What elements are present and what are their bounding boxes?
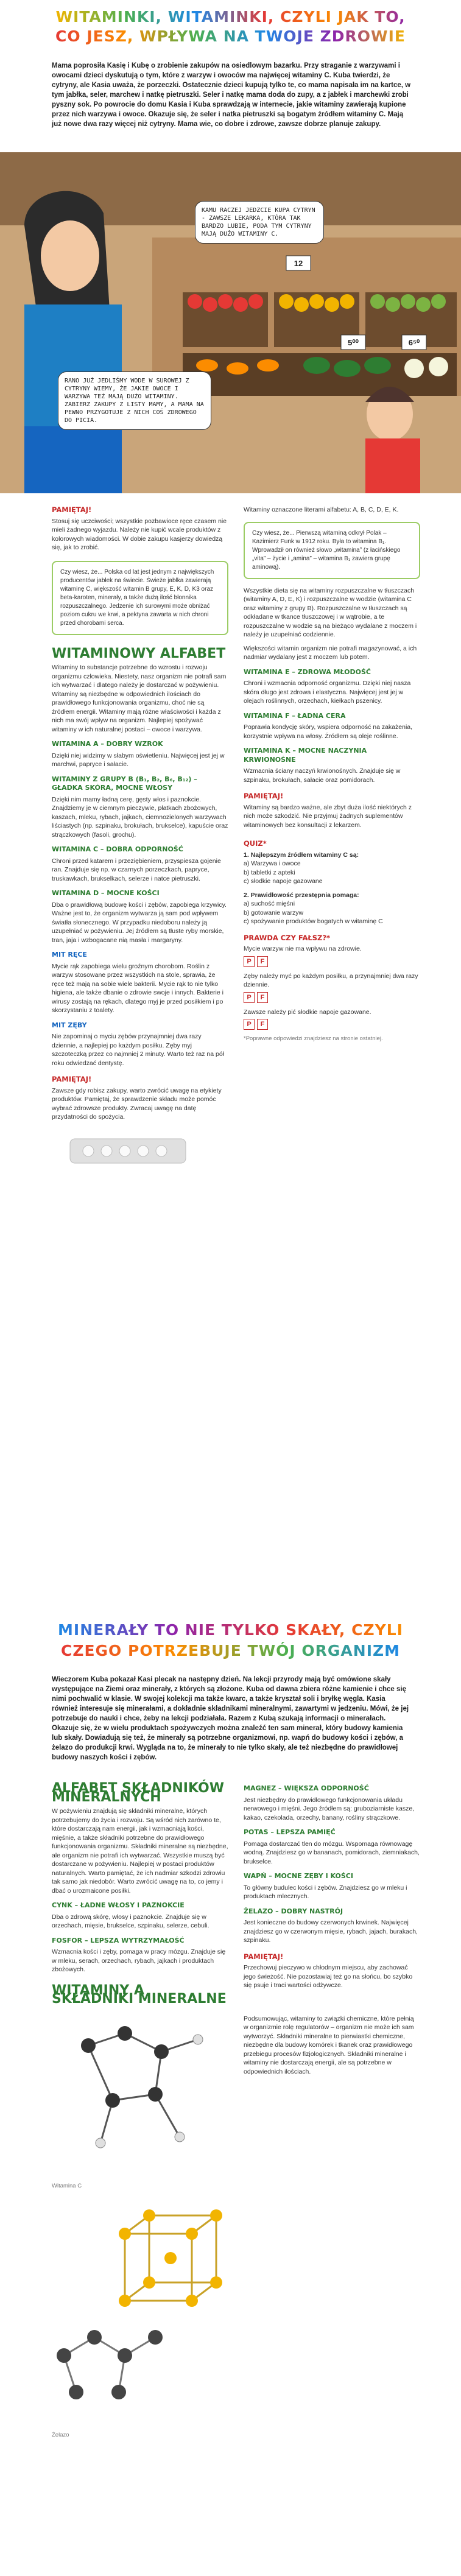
speech-bubble-girl: RANO JUŻ JEDLIŚMY WODE W SUROWEJ Z CYTRYNY WIEMY, ŻE JAKIE OWOCE I WARZYWA TEŻ MAJĄ DUŻO WITAMINY. ZABIERZ ZAKUPY Z LISTY MAMY, A MAMA NA PEWNO PRZYGOTUJE Z NICH COŚ ZDROWEGO DO PICIA.: [58, 371, 211, 430]
page-title: [12, 7, 449, 46]
remember-label-3: PAMIĘTAJ!: [244, 792, 284, 800]
phosphorus-heading: FOSFOR – LEPSZA WYTRZYMAŁOŚĆ: [52, 1936, 185, 1944]
vit-d-heading: WITAMINA D – MOCNE KOŚCI: [52, 889, 160, 897]
quiz-footnote: *Poprawne odpowiedzi znajdziesz na stronie ostatniej.: [244, 1035, 383, 1042]
false-box-1[interactable]: F: [257, 956, 268, 967]
remember-label-4: PAMIĘTAJ!: [244, 1952, 284, 1961]
right-column-bottom: [244, 1784, 420, 2076]
remember-text-4: Przechowuj pieczywo w chłodnym miejscu, aby zachować jego świeżość. Nie pozostawiaj też go na słońcu, bo szybko się psuje i traci wartości odżywcze.: [244, 1964, 413, 1989]
did-you-know-box-1: [52, 561, 228, 635]
magnesium-heading: MAGNEZ – WIĘKSZA ODPORNOŚĆ: [244, 1784, 369, 1792]
section-2-intro: Wieczorem Kuba pokazał Kasi plecak na następny dzień. Na lekcji przyrody mają być omówione skały występujące na Ziemi oraz minerały, z których są złożone. Kuba od dawna zbiera różne kamienie i chce się nimi pochwalić w klasie. W swojej kolekcji ma także kwarc, a także kryształ soli i bryłkę węgla. Kasia również interesuje się minerałami, a dokładnie składnikami mineralnymi, zawartymi w jedzeniu. Mówi, że jej potrzebuje do nauki i chce, żeby na lekcji podziałała. Razem z Kubą szukają informacji o minerałach. Okazuje się, że w wielu produktach spożywczych można znaleźć ten sam minerał, który budowy kamienia lub skały. Dowiadują się też, że minerały są potrzebne organizmowi, np. wapń do budowy kości i zębów, a żelazo do produkcji krwi. Wygląda na to, że minerały to nie tylko skały, ale też niezbędne do prawidłowej budowy naszych kości i zębów.: [52, 1676, 409, 1761]
vit-e-text: Chroni i wzmacnia odporność organizmu. Dzięki niej nasza skóra długo jest zdrowa i elastyczna. Najwięcej jest jej w olejach roślinnych, orzechach, kiełkach pszenicy.: [244, 680, 411, 705]
left-column-bottom: [52, 1781, 228, 2440]
remember-label-2: PAMIĘTAJ!: [52, 1075, 92, 1083]
price-tag-1: 12: [294, 259, 303, 268]
storage-text: Większości witamin organizm nie potrafi magazynować, a ich nadmiar wydalany jest z moczem lub potem.: [244, 644, 417, 661]
calcium-text: To główny budulec kości i zębów. Znajdziesz go w mleku i produktach mlecznych.: [244, 1884, 407, 1900]
vit-f-text: Poprawia kondycję skóry, wspiera odporność na zakażenia, korzystnie wpływa na włosy. Źródłem są oleje roślinne.: [244, 723, 413, 740]
magnesium-text: Jest niezbędny do prawidłowego funkcjonowania układu nerwowego i mięśni. Jego źródłem są: gruboziarniste kasze, kakao, czekolada, orzechy, banany, rośliny strączkowe.: [244, 1796, 415, 1821]
section-2-title-line-1: MINERAŁY TO NIE TYLKO SKAŁY, CZYLI: [58, 1621, 403, 1639]
vit-k-text: Wzmacnia ściany naczyń krwionośnych. Znajduje się w szpinaku, brokułach, sałacie oraz pomidorach.: [244, 767, 401, 784]
price-tag-2: 5⁰⁰: [348, 338, 359, 347]
did-you-know-box-2: [244, 522, 420, 579]
price-tag-3: 6⁵⁰: [408, 338, 420, 347]
potassium-heading: POTAS – LEPSZA PAMIĘĆ: [244, 1828, 336, 1836]
intro-paragraph: Mama poprosiła Kasię i Kubę o zrobienie zakupów na osiedlowym bazarku. Przy straganie z warzywami i owocami dzieci dyskutują o tym, które z warzyw i owoców ma najwięcej witaminy C. Kuba twierdzi, że cytryny, ale Kasia uważa, że porzeczki. Ostatecznie dzieci kupują tylko te, co mama napisała im na kartce, w tym jabłka, seler, marchew i natkę pietruszki. Seler i natkę mama doda do zupy, a z jabłek i marchewki zrobi pyszny sok. Po powrocie do domu Kasia i Kuba sprawdzają w internecie, jakie witaminy zawierają kupione przez nich warzywa i owoce. Okazuje się, że seler i natka pietruszki są bogatym źródłem witaminy C. Mają już nowe dwa razy więcej niż cytryny. Mama wie, co dobre i zdrowe, zawsze dobrze planuje zakupy.: [52, 62, 411, 128]
vit-f-heading: WITAMINA F – ŁADNA CERA: [244, 711, 346, 720]
quiz-q2-c[interactable]: c) spożywanie produktów bogatych w witaminę C: [244, 918, 383, 925]
pills-illustration: [52, 1127, 204, 1169]
vit-a-text: Dzięki niej widzimy w słabym oświetleniu. Najwięcej jest jej w marchwi, papryce i sałacie.: [52, 751, 225, 768]
vit-b-text: Dzięki nim mamy ładną cerę, gęsty włos i paznokcie. Znajdziemy je w ciemnym pieczywie, płatkach zbożowych, kaszach, mleku, rybach, jajkach, ciemnozielonych warzywach liściastych (np. szpinaku, brokułach, brukselce), kapuście oraz strączkowych (fasoli, grochu).: [52, 795, 228, 839]
false-box-2[interactable]: F: [257, 992, 268, 1003]
quiz-question-2: 2. Prawidłowość przestępnia pomaga:: [244, 891, 359, 899]
summary-text: Podsumowując, witaminy to związki chemiczne, które pełnią w organizmie rolę regulatorów – organizm nie może ich sam wytworzyć. Składniki mineralne to pierwiastki chemiczne, niezbędne dla budowy komórek i tkanek oraz prawidłowego przebiegu procesów fizjologicznych. Składniki mineralne i witaminy nie dostarczają energii, ale są potrzebne w odpowiednich ilościach.: [244, 2015, 414, 2075]
true-false-title: PRAWDA CZY FAŁSZ?*: [244, 933, 331, 942]
tf-statement-2: Zęby należy myć po każdym posiłku, a przynajmniej dwa razy dziennie.: [244, 972, 418, 988]
remember-label-1: PAMIĘTAJ!: [52, 505, 92, 514]
quiz-q1-b[interactable]: b) tabletki z apteki: [244, 868, 295, 876]
section-2-title: [12, 1620, 449, 1661]
minerals-heading: ALFABET SKŁADNIKÓW MINERALNYCH: [52, 1781, 224, 1805]
phosphorus-text: Wzmacnia kości i zęby, pomaga w pracy mózgu. Znajduje się w mleku, serach, orzechach, rybach, jajkach i produktach zbożowych.: [52, 1948, 226, 1973]
quiz-q2-a[interactable]: a) suchość mięśni: [244, 900, 295, 907]
iron-crystal-lattice: [52, 2197, 228, 2429]
potassium-text: Pomaga dostarczać tlen do mózgu. Wspomaga równowagę wodną. Znajdziesz go w bananach, pomidorach, ziemniakach, brukselce.: [244, 1840, 420, 1865]
tf-options-1: [244, 956, 420, 967]
true-box-2[interactable]: P: [244, 992, 255, 1003]
vitamin-letters-text: Witaminy oznaczone literami alfabetu: A, B, C, D, E, K.: [244, 506, 399, 513]
true-box-1[interactable]: P: [244, 956, 255, 967]
myth-hands-text: Mycie rąk zapobiega wielu groźnym chorobom. Roślin z warzyw stosowane przez wszystkich na stole, sprawia, że ręce też mają na sobie wiele bakterii. Mycie rąk to nie tylko higiena, ale także dbanie o zdrowie swoje i innych. Bakterie i wirusy zostają na rękach, dlatego myj je przed posiłkiem i po skorzystaniu z toalety.: [52, 962, 223, 1014]
true-box-3[interactable]: P: [244, 1019, 255, 1030]
vit-b-heading: WITAMINY Z GRUPY B (B₁, B₂, B₆, B₁₂) – GŁADKA SKÓRA, MOCNE WŁOSY: [52, 775, 197, 792]
section-2-title-line-2: CZEGO POTRZEBUJE TWÓJ ORGANIZM: [60, 1642, 401, 1659]
vit-d-text: Dba o prawidłową budowę kości i zębów, zapobiega krzywicy. Ważne jest to, że organizm wytwarza ją sam pod wpływem światła słonecznego. W przypadku niedoboru należy ją uzupełniać w pożywieniu. Jej źródłem są tłuste ryby morskie, tran, jaja i wzbogacane nią masła i margaryny.: [52, 901, 227, 944]
market-illustration: [0, 152, 461, 493]
minerals-intro: W pożywieniu znajdują się składniki mineralne, których potrzebujemy do życia i rozwoju. Są wśród nich zarówno te, które dostarczają nam energii, jak i wzmacniają kości, mięśnie, a także składniki potrzebne do prawidłowego funkcjonowania organizmu. Składniki mineralne są niezbędne, ale organizm nie potrafi ich wytwarzać. Wszystkie muszą być dostarczane w pożywieniu. Najlepiej w postaci produktów naturalnych. Warto pamiętać, że ich nadmiar szkodzi zdrowiu tak samo jak niedobór. Warto zwrócić uwagę na to, co jemy i dbać o urozmaicone posiłki.: [52, 1807, 228, 1895]
title-line-1: WITAMINKI, WITAMINKI, CZYLI JAK TO,: [55, 8, 406, 26]
quiz-question-1: 1. Najlepszym źródłem witaminy C są:: [244, 851, 359, 859]
calcium-heading: WAPŃ – MOCNE ZĘBY I KOŚCI: [244, 1872, 353, 1880]
myth-hands-heading: MIT RĘCE: [52, 951, 87, 959]
alphabet-heading: WITAMINOWY ALFABET: [52, 646, 226, 661]
quiz-q1-a[interactable]: a) Warzywa i owoce: [244, 860, 301, 867]
quiz-title: QUIZ*: [244, 839, 267, 848]
remember-text-3: Witaminy są bardzo ważne, ale zbyt duża ilość niektórych z nich może szkodzić. Nie przyjmuj żadnych suplementów witaminowych bez konsultacji z lekarzem.: [244, 803, 412, 829]
zinc-text: Dba o zdrową skórę, włosy i paznokcie. Znajduje się w orzechach, mięsie, brukselce, szpinaku, selerze, cebuli.: [52, 1913, 209, 1929]
quiz-q2-b[interactable]: b) gotowanie warzyw: [244, 909, 304, 917]
iron-caption: Żelazo: [52, 2432, 69, 2438]
left-column-top: [52, 505, 228, 1172]
vit-k-heading: WITAMINA K – MOCNE NACZYNIA KRWIONOŚNE: [244, 747, 367, 764]
title-line-2: CO JESZ, WPŁYWA NA TWOJE ZDROWIE: [55, 27, 406, 45]
false-box-3[interactable]: F: [257, 1019, 268, 1030]
did-you-know-text-1: Czy wiesz, że... Polska od lat jest jednym z największych producentów jabłek na świecie. Świeże jabłka zawierają witaminę C, większość witamin B grupy, E, K, D, K3 oraz beta-karoten, minerały, a także dużą ilość błonnika rozpuszczalnego. Jedzenie ich surowymi może obniżać poziom cukru we krwi, a pektyna zawarta w nich chroni przed chorobami serca.: [60, 568, 214, 627]
vit-a-heading: WITAMINA A – DOBRY WZROK: [52, 740, 163, 748]
remember-text-1: Stosuj się uczciwości; wszystkie pozbawioce ręce czasem nie mieli żadnego wyjazdu. Należy nie kupić wcale produktów z kolorowych wiadomości. W dobie zakupu kasjerzy dowiedzą się, jak to zrobić.: [52, 517, 227, 551]
right-column-top: [244, 505, 420, 1044]
tf-statement-1: Mycie warzyw nie ma wpływu na zdrowie.: [244, 945, 362, 952]
tf-options-3: [244, 1019, 420, 1030]
vitamins-minerals-heading: WITAMINY A SKŁADNIKI MINERALNE: [52, 1982, 227, 2007]
vit-c-heading: WITAMINA C – DOBRA ODPORNOŚĆ: [52, 845, 183, 853]
tf-options-2: [244, 992, 420, 1003]
iron-heading: ŻELAZO – DOBRY NASTRÓJ: [244, 1907, 343, 1915]
iron-text: Jest konieczne do budowy czerwonych krwinek. Najwięcej znajdziesz go w czerwonym mięsie, rybach, jajach, burakach, szpinaku.: [244, 1919, 418, 1944]
did-you-know-text-2: Czy wiesz, że... Pierwszą witaminą odkrył Polak – Kazimierz Funk w 1912 roku. Była to witamina B₁. Wprowadził on również słowo „witamina” (z łacińskiego „vita” – życie i „amina” – witamina B₁ zawiera grupę aminową).: [252, 529, 401, 571]
quiz-q1-c[interactable]: c) słodkie napoje gazowane: [244, 878, 323, 885]
remember-text-2: Zawsze gdy robisz zakupy, warto zwrócić uwagę na etykiety produktów. Pamiętaj, że sprawdzenie składu może pomóc wybrać zdrowsze produkty. Zwracaj uwagę na datę przydatności do spożycia.: [52, 1086, 222, 1121]
speech-bubble-boy: KAMU RACZEJ JEDZCIE KUPA CYTRYN - ZAWSZE LEKARKA, KTÓRA TAK BARDZO LUBIE, PODA TYM CYTRYNY MAJĄ DUŻO WITAMINY C.: [195, 201, 324, 244]
vit-c-text: Chroni przed katarem i przeziębieniem, przyspiesza gojenie ran. Znajduje się np. w czarnych porzeczkach, papryce, truskawkach, brukselkach, selerze i natce pietruszki.: [52, 857, 221, 882]
myth-teeth-heading: MIT ZĘBY: [52, 1021, 87, 1029]
vitamin-c-molecule: [52, 2009, 228, 2180]
zinc-heading: CYNK – ŁADNE WŁOSY I PAZNOKCIE: [52, 1901, 185, 1909]
quiz-section: [244, 839, 420, 1044]
vitamin-c-caption: Witamina C: [52, 2183, 82, 2189]
solubility-text: Wszystkie dieta się na witaminy rozpuszczalne w tłuszczach (witaminy A, D, E, K) i rozpuszczalne w wodzie (witamina C oraz witaminy z grupy B). Rozpuszczalne w tłuszczach są odkładane w tkance tłuszczowej i w wątrobie, a te rozpuszczalne w wodzie są na bieżąco wydalane z moczem i należy je uzupełniać codziennie.: [244, 586, 417, 638]
vit-e-heading: WITAMINA E – ZDROWA MŁODOŚĆ: [244, 667, 371, 676]
alphabet-intro: Witaminy to substancje potrzebne do wzrostu i rozwoju organizmu człowieka. Niestety, nasz organizm nie potrafi sam ich wytwarzać i dlatego należy je dostarczać w pożywieniu. Witaminy są niezbędne w odpowiednich ilościach do prawidłowego funkcjonowania organizmu, choć nie są źródłem energii. Witaminy mają różne właściwości i każda z nich ma swój wpływ na organizm. Najlepiej spożywać witaminy w ich naturalnej postaci – owoce i warzywa.: [52, 664, 227, 733]
tf-statement-3: Zawsze należy pić słodkie napoje gazowane.: [244, 1008, 371, 1016]
myth-teeth-text: Nie zapominaj o myciu zębów przynajmniej dwa razy dziennie, a najlepiej po każdym posiłku. Zęby myj szczoteczką przez co najmniej 2 minuty. Warto też raz na pół roku odwiedzać dentystę.: [52, 1033, 225, 1067]
